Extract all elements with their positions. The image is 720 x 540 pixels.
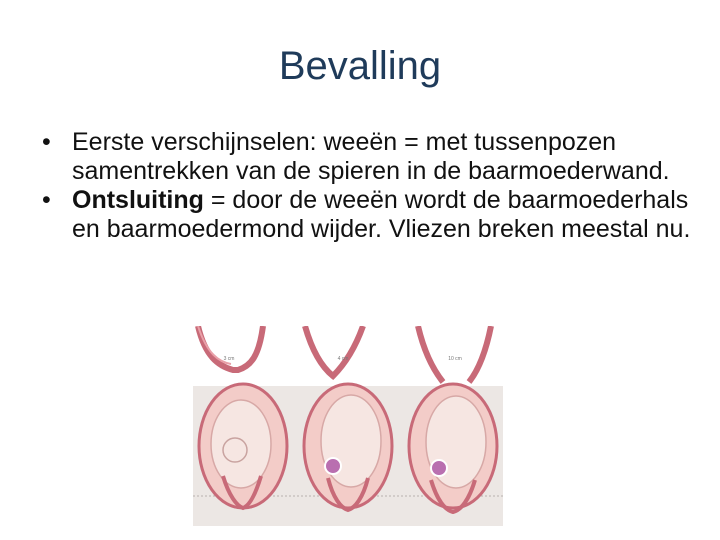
dilation-illustration-svg [193,326,503,526]
dilation-label-4cm: 4 cm [337,356,349,362]
cervix-4cm [305,326,363,376]
cervix-3cm [198,326,263,370]
bullet-item [42,186,692,244]
bullet-text: = door de weeën wordt de baarmoederhals en baarmoedermond wijder. Vliezen breken meestal nu. [72,186,691,243]
bullet-icon: • [42,128,51,156]
uterus-stage-2 [304,384,392,510]
uterus-stage-1 [199,384,287,508]
bullet-item [42,128,692,186]
bullet-list [42,128,692,244]
cervix-10cm [418,326,491,382]
dilation-label-3cm: 3 cm [223,356,235,362]
dilation-illustration [193,326,503,526]
dilation-label-10cm: 10 cm [448,356,462,362]
bullet-lead: Ontsluiting [72,186,204,214]
slide-title: Bevalling [278,44,442,88]
bullet-text: Eerste verschijnselen: weeën = met tussenpozen samentrekken van de spieren in de baarmoederwand. [72,128,670,185]
bullet-icon: • [42,186,51,214]
